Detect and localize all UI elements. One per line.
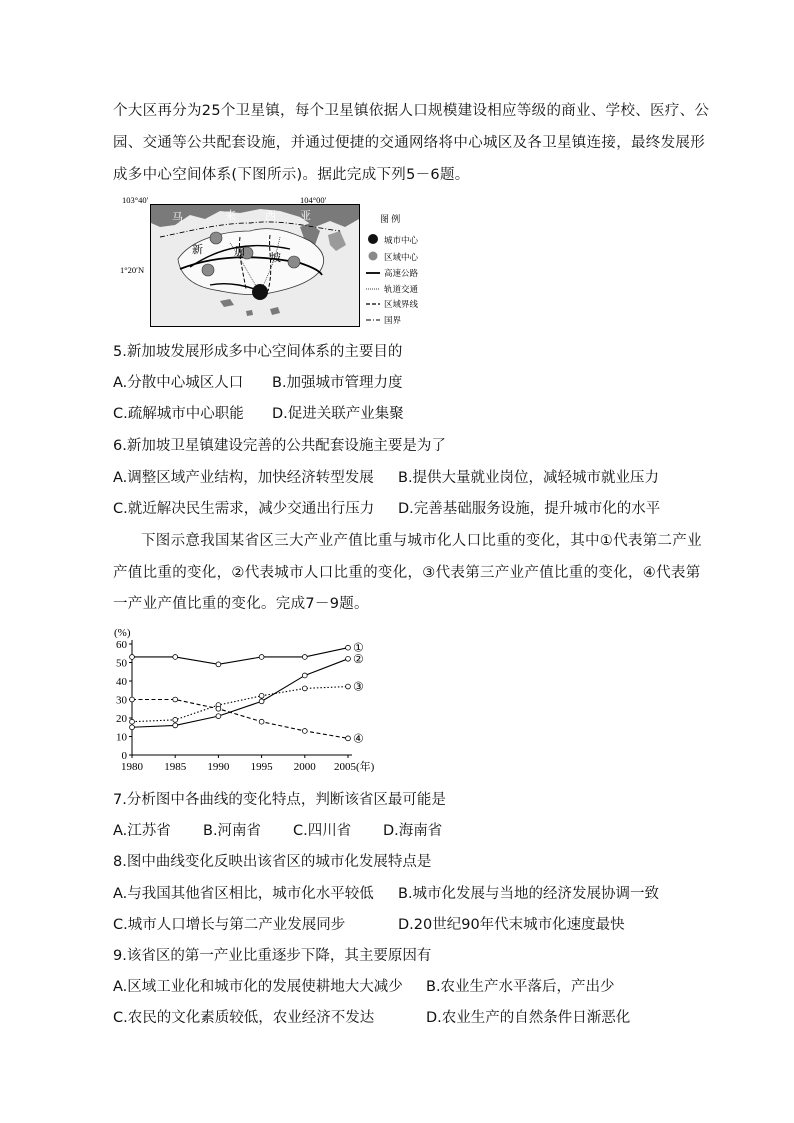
- x-tick-label: 1980: [121, 761, 143, 773]
- q6-option-b: B.提供大量就业岗位，减轻城市就业压力: [398, 470, 660, 486]
- data-point: [130, 719, 135, 724]
- q7-option-c: C.四川省: [293, 823, 352, 839]
- data-point: [216, 706, 221, 711]
- x-tick-label: 1985: [164, 761, 187, 773]
- map-legend: [366, 212, 446, 330]
- intro-line-1: 个大区再分为25个卫星镇，每个卫星镇依据人口规模建设相应等级的商业、学校、医疗、公: [113, 103, 710, 119]
- lon-label-2: 104°00′: [300, 195, 327, 205]
- q8-option-c: C.城市人口增长与第二产业发展同步: [113, 917, 346, 933]
- data-point: [302, 655, 307, 660]
- data-point: [302, 686, 307, 691]
- map-label-xin: 新: [192, 244, 203, 256]
- intro-line-2: 园、交通等公共配套设施，并通过便捷的交通网络将中心城区及各卫星镇连接，最终发展形: [113, 135, 705, 151]
- x-tick-label: 1995: [250, 761, 273, 773]
- q7-option-b: B.河南省: [203, 823, 262, 839]
- map-label-jia: 加: [234, 246, 245, 258]
- south-island-3: [246, 310, 253, 316]
- q5-option-a: A.分散中心城区人口: [113, 375, 244, 391]
- legend-region-label: 区域中心: [384, 252, 419, 262]
- y-tick-label: 10: [116, 731, 127, 744]
- q9-option-a: A.区域工业化和城市化的发展使耕地大大减少: [113, 979, 403, 995]
- region-center-west: [202, 264, 214, 276]
- intro2-line-1: 下图示意我国某省区三大产业产值比重与城市化人口比重的变化，其中①代表第二产业: [141, 533, 702, 549]
- q6-option-c: C.就近解决民生需求，减少交通出行压力: [113, 501, 375, 517]
- data-point: [216, 714, 221, 719]
- q9-stem: 9.该省区的第一产业比重逐步下降，其主要原因有: [113, 948, 432, 964]
- intro2-line-2: 产值比重的变化，②代表城市人口比重的变化，③代表第三产业产值比重的变化，④代表第: [113, 565, 701, 581]
- lon-label-1: 103°40′: [122, 195, 149, 205]
- map-label-lai: 来: [225, 210, 236, 222]
- lat-label: 1°20′N: [120, 265, 145, 275]
- q8-option-d: D.20世纪90年代末城市化速度最快: [398, 917, 625, 933]
- map-label-po: 坡: [270, 252, 281, 264]
- line-chart: [110, 624, 375, 774]
- map-label-ya: 亚: [300, 210, 311, 222]
- q8-stem: 8.图中曲线变化反映出该省区的城市化发展特点是: [113, 854, 432, 870]
- data-point: [259, 655, 264, 660]
- data-point: [173, 697, 178, 702]
- city-center: [252, 284, 268, 300]
- q9-option-c: C.农民的文化素质较低，农业经济不发达: [113, 1010, 375, 1026]
- legend-city-label: 城市中心: [384, 235, 419, 245]
- y-tick-label: 60: [116, 639, 127, 651]
- y-tick-label: 30: [116, 694, 127, 707]
- data-point: [173, 717, 178, 722]
- data-point: [302, 729, 307, 734]
- q9-option-d: D.农业生产的自然条件日渐恶化: [426, 1010, 631, 1026]
- q5-option-b: B.加强城市管理力度: [272, 375, 403, 391]
- data-point: [346, 645, 351, 650]
- singapore-map: [120, 195, 360, 327]
- data-point: [259, 693, 264, 698]
- data-point: [130, 725, 135, 730]
- q7-stem: 7.分析图中各曲线的变化特点，判断该省区最可能是: [113, 792, 446, 808]
- legend-highway-label: 高速公路: [384, 268, 419, 278]
- legend-rail-label: 轨道交通: [384, 284, 419, 294]
- chart-labels: [353, 641, 364, 746]
- map-label-ma: 马: [172, 212, 183, 224]
- q8-option-a: A.与我国其他省区相比，城市化水平较低: [113, 886, 374, 902]
- series-label-2: ②: [353, 651, 364, 666]
- series-label-3: ③: [353, 679, 364, 694]
- series-label-4: ④: [353, 731, 364, 746]
- y-axis-label: (%): [114, 627, 131, 639]
- legend-region-icon: [369, 252, 378, 261]
- series-line-3: [132, 687, 348, 722]
- legend-title: 图 例: [380, 214, 401, 224]
- data-point: [216, 662, 221, 667]
- data-point: [173, 723, 178, 728]
- data-point: [259, 719, 264, 724]
- data-point: [173, 655, 178, 660]
- q6-option-d: D.完善基础服务设施，提升城市化的水平: [398, 501, 661, 517]
- x-tick-label: 2005(年): [334, 761, 375, 773]
- map-label-xi: 西: [265, 210, 276, 222]
- data-point: [346, 684, 351, 689]
- y-tick-label: 40: [116, 676, 127, 688]
- q7-option-d: D.海南省: [383, 823, 443, 839]
- q7-option-a: A.江苏省: [113, 823, 171, 839]
- q8-option-b: B.城市化发展与当地的经济发展协调一致: [398, 886, 660, 902]
- series-line-1: [132, 648, 348, 665]
- intro-line-3: 成多中心空间体系(下图所示)。据此完成下列5－6题。: [113, 167, 470, 183]
- legend-boundary-label: 区域界线: [384, 299, 419, 309]
- data-point: [130, 655, 135, 660]
- data-point: [259, 699, 264, 704]
- data-point: [130, 697, 135, 702]
- intro2-line-3: 一产业产值比重的变化。完成7－9题。: [113, 596, 369, 612]
- q5-stem: 5.新加坡发展形成多中心空间体系的主要目的: [113, 344, 403, 360]
- data-point: [346, 736, 351, 741]
- legend-border-label: 国界: [384, 315, 402, 325]
- q6-stem: 6.新加坡卫星镇建设完善的公共配套设施主要是为了: [113, 438, 446, 454]
- region-center-north: [210, 232, 222, 244]
- data-point: [302, 673, 307, 678]
- y-tick-label: 0: [121, 750, 127, 762]
- legend-city-icon: [368, 234, 378, 244]
- y-tick-label: 20: [116, 713, 127, 725]
- region-center-east: [288, 256, 300, 268]
- q6-option-a: A.调整区域产业结构，加快经济转型发展: [113, 470, 374, 486]
- q5-option-c: C.疏解城市中心职能: [113, 406, 244, 422]
- y-tick-label: 50: [116, 657, 127, 670]
- q5-option-d: D.促进关联产业集聚: [272, 406, 404, 422]
- series-line-4: [132, 700, 348, 739]
- x-tick-label: 2000: [293, 761, 316, 773]
- data-point: [346, 656, 351, 661]
- x-tick-label: 1990: [207, 761, 230, 773]
- series-label-1: ①: [353, 640, 364, 655]
- series-line-2: [132, 659, 348, 727]
- chart-series: [130, 645, 351, 740]
- q9-option-b: B.农业生产水平落后，产出少: [426, 979, 615, 995]
